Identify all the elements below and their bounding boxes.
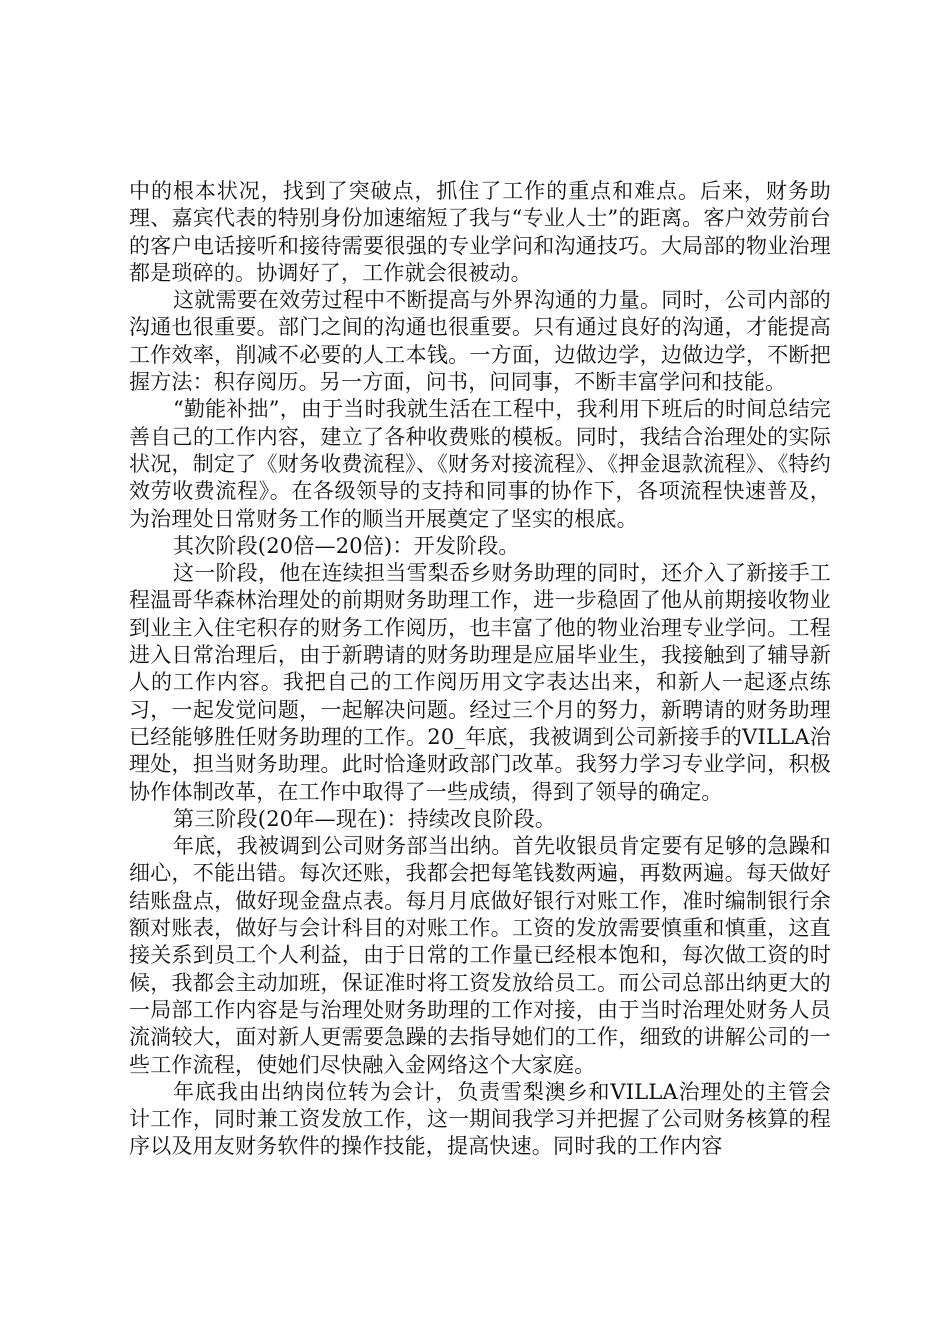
paragraph-2: 这就需要在效劳过程中不断提高与外界沟通的力量。同时，公司内部的沟通也很重要。部门之间的沟通也很重要。只有通过良好的沟通，才能提高工作效率，削减不必要的人工本钱。一方面，边做边学，边做边学，不断把握方法：积存阅历。另一方面，问书，问同事，不断丰富学问和技能。 bbox=[129, 288, 831, 395]
document-body bbox=[129, 178, 831, 1161]
paragraph-1: 中的根本状况，找到了突破点，抓住了工作的重点和难点。后来，财务助理、嘉宾代表的特别身份加速缩短了我与“专业人士”的距离。客户效劳前台的客户电话接听和接待需要很强的专业学问和沟通技巧。大局部的物业治理都是琐碎的。协调好了，工作就会很被动。 bbox=[129, 179, 831, 285]
paragraph-4: 这一阶段，他在连续担当雪梨岙乡财务助理的同时，还介入了新接手工程温哥华森林治理处的前期财务助理工作，进一步稳固了他从前期接收物业到业主入住宅积存的财务工作阅历，也丰富了他的物业治理专业学问。工程进入日常治理后，由于新聘请的财务助理是应届毕业生，我接触到了辅导新人的工作内容。我把自己的工作阅历用文字表达出来，和新人一起逐点练习，一起发觉问题，一起解决问题。经过三个月的努力，新聘请的财务助理已经能够胜任财务助理的工作。20_年底，我被调到公司新接手的VILLA治理处，担当财务助理。此时恰逢财政部门改革。我努力学习专业学问，积极协作体制改革，在工作中取得了一些成绩，得到了领导的确定。 bbox=[129, 561, 831, 804]
section-heading-stage-3: 第三阶段(20年—现在)：持续改良阶段。 bbox=[173, 806, 557, 831]
paragraph-6: 年底我由出纳岗位转为会计，负责雪梨澳乡和VILLA治理处的主管会计工作，同时兼工资发放工作，这一期间我学习并把握了公司财务核算的程序以及用友财务软件的操作技能，提高快速。同时我的工作内容 bbox=[129, 1079, 831, 1159]
paragraph-3: “勤能补拙”，由于当时我就生活在工程中，我利用下班后的时间总结完善自己的工作内容，建立了各种收费账的模板。同时，我结合治理处的实际状况，制定了《财务收费流程》、《财务对接流程》、《押金退款流程》、《特约效劳收费流程》。在各级领导的支持和同事的协作下，各项流程快速普及，为治理处日常财务工作的顺当开展奠定了坚实的根底。 bbox=[129, 397, 831, 531]
paragraph-5: 年底，我被调到公司财务部当出纳。首先收银员肯定要有足够的急躁和细心，不能出错。每次还账，我都会把每笔钱数两遍，再数两遍。每天做好结账盘点，做好现金盘点表。每月月底做好银行对账工作，准时编制银行余额对账表，做好与会计科目的对账工作。工资的发放需要慎重和慎重，这直接关系到员工个人利益，由于日常的工作量已经根本饱和，每次做工资的时候，我都会主动加班，保证准时将工资发放给员工。而公司总部出纳更大的一局部工作内容是与治理处财务助理的工作对接，由于当时治理处财务人员流淌较大，面对新人更需要急躁的去指导她们的工作，细致的讲解公司的一些工作流程，使她们尽快融入金网络这个大家庭。 bbox=[129, 834, 831, 1077]
section-heading-stage-2: 其次阶段(20倍—20倍)：开发阶段。 bbox=[173, 533, 520, 558]
